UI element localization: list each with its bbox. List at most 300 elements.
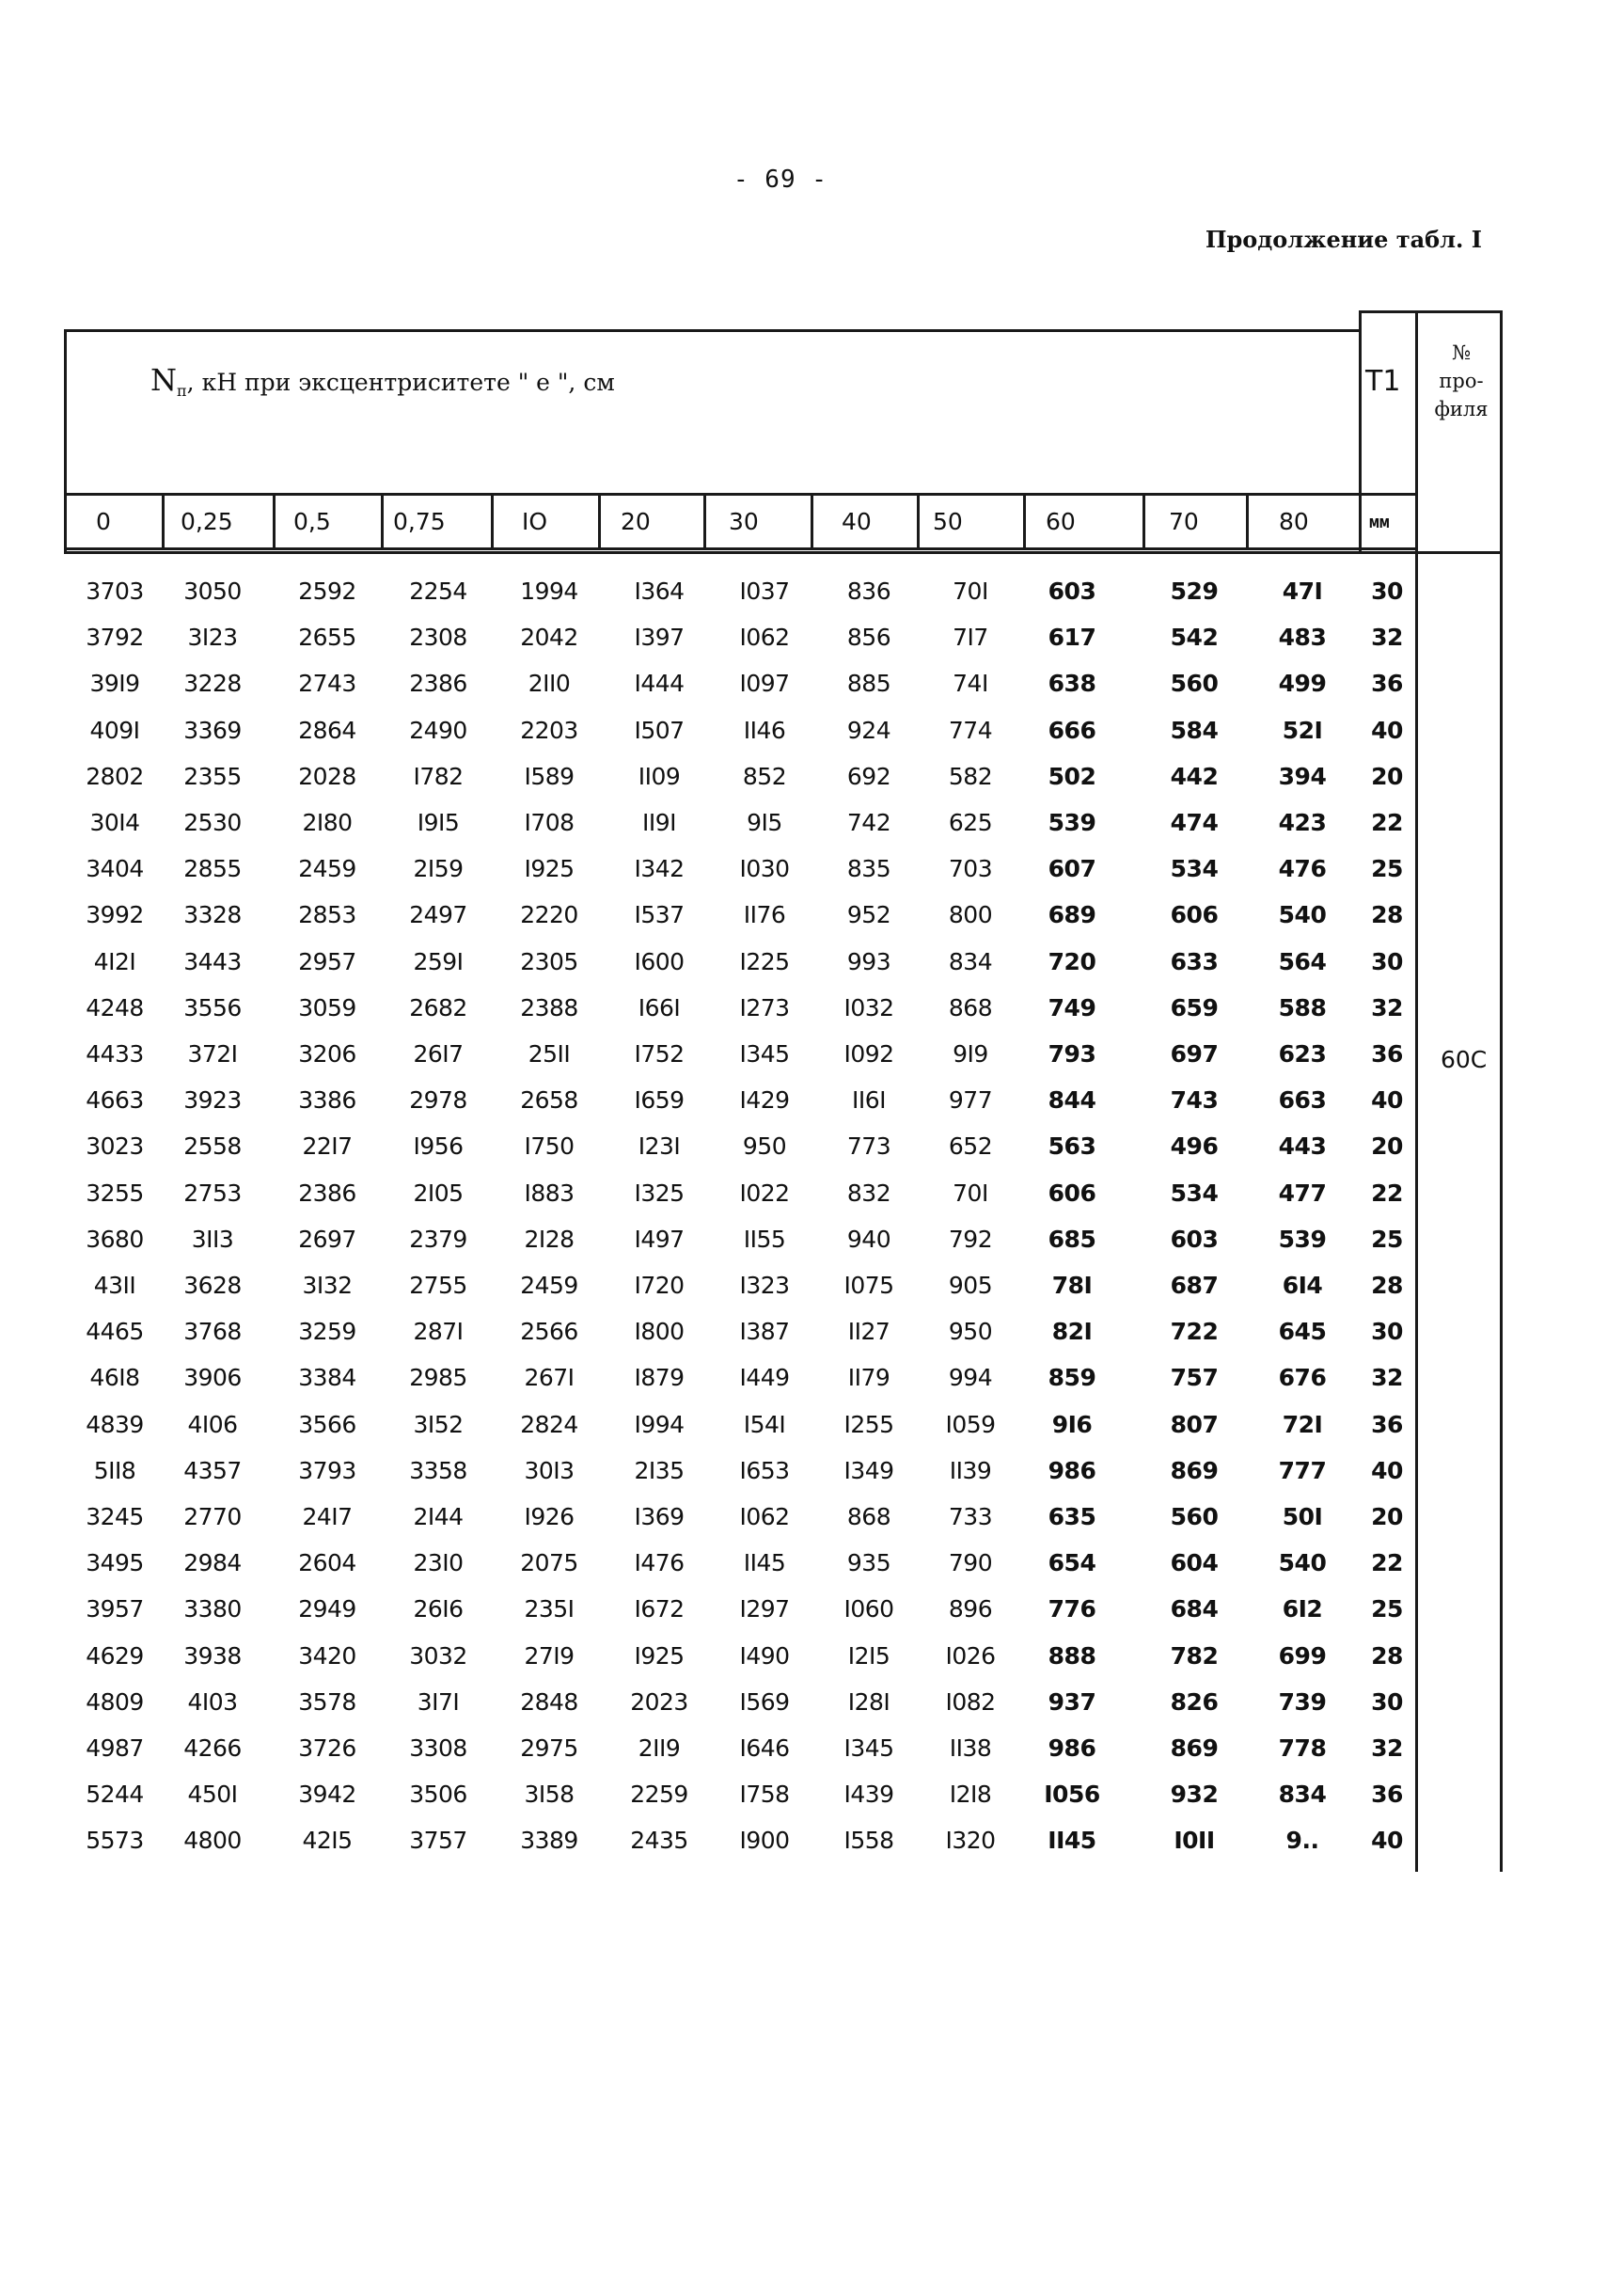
load-value-cell: 3380 bbox=[183, 1595, 242, 1623]
col-header-e: IO bbox=[522, 508, 548, 535]
load-value-cell: 534 bbox=[1170, 1179, 1219, 1207]
load-value-cell: 3703 bbox=[86, 578, 144, 605]
thickness-cell: 36 bbox=[1371, 1781, 1403, 1809]
thickness-cell: 28 bbox=[1371, 901, 1403, 929]
load-value-cell: 2028 bbox=[298, 762, 356, 790]
load-value-cell: 742 bbox=[846, 809, 891, 836]
load-value-cell: I364 bbox=[634, 578, 685, 605]
load-value-cell: I589 bbox=[524, 762, 575, 790]
load-value-cell: 3923 bbox=[183, 1086, 242, 1115]
thickness-cell: 40 bbox=[1371, 1456, 1403, 1484]
load-value-cell: I369 bbox=[634, 1503, 685, 1530]
t1-header: T1 bbox=[1365, 365, 1401, 398]
load-value-cell: II79 bbox=[847, 1364, 890, 1392]
load-value-cell: 2655 bbox=[298, 624, 356, 652]
load-value-cell: 2042 bbox=[520, 624, 578, 652]
load-value-cell: 3768 bbox=[183, 1318, 242, 1346]
load-value-cell: 2984 bbox=[183, 1549, 242, 1577]
load-value-cell: 582 bbox=[948, 762, 993, 790]
load-value-cell: 835 bbox=[846, 855, 891, 883]
load-value-cell: I449 bbox=[739, 1364, 790, 1392]
load-value-cell: I026 bbox=[945, 1641, 996, 1670]
load-value-cell: 773 bbox=[846, 1132, 891, 1161]
load-value-cell: I9I5 bbox=[417, 809, 460, 836]
load-value-cell: 2824 bbox=[520, 1410, 578, 1438]
load-value-cell: 4800 bbox=[183, 1827, 242, 1855]
load-value-cell: 3386 bbox=[298, 1086, 356, 1115]
page-number: - 69 - bbox=[733, 166, 827, 194]
load-value-cell: 834 bbox=[948, 947, 993, 975]
load-value-cell: I255 bbox=[843, 1410, 894, 1438]
load-value-cell: I323 bbox=[739, 1272, 790, 1299]
load-header-title bbox=[150, 362, 615, 400]
load-value-cell: 937 bbox=[1048, 1687, 1096, 1716]
load-value-cell: 2697 bbox=[298, 1225, 356, 1253]
load-value-cell: 27I9 bbox=[524, 1641, 575, 1670]
load-value-cell: 539 bbox=[1048, 809, 1096, 836]
load-value-cell: I345 bbox=[739, 1040, 790, 1068]
load-value-cell: I659 bbox=[634, 1086, 685, 1115]
load-value-cell: 372I bbox=[187, 1040, 238, 1068]
load-value-cell: 852 bbox=[742, 762, 787, 790]
load-value-cell: 7I7 bbox=[953, 624, 988, 652]
load-value-cell: 687 bbox=[1170, 1272, 1219, 1299]
load-value-cell: 807 bbox=[1170, 1410, 1219, 1438]
load-value-cell: 409I bbox=[89, 716, 140, 744]
load-value-cell: I092 bbox=[843, 1040, 894, 1068]
load-value-cell: 2I28 bbox=[524, 1225, 575, 1253]
load-value-cell: 474 bbox=[1170, 809, 1219, 836]
load-value-cell: I994 bbox=[634, 1410, 685, 1438]
load-value-cell: 993 bbox=[846, 947, 891, 975]
load-value-cell: 70I bbox=[953, 578, 988, 605]
load-value-cell: 689 bbox=[1048, 901, 1096, 929]
load-value-cell: 659 bbox=[1170, 993, 1219, 1021]
load-value-cell: 3I32 bbox=[302, 1272, 353, 1299]
load-value-cell: 4I03 bbox=[187, 1687, 238, 1716]
load-value-cell: I720 bbox=[634, 1272, 685, 1299]
load-value-cell: 692 bbox=[846, 762, 891, 790]
load-value-cell: II27 bbox=[847, 1318, 890, 1346]
load-value-cell: I600 bbox=[634, 947, 685, 975]
load-value-cell: 666 bbox=[1048, 716, 1096, 744]
load-value-cell: 496 bbox=[1170, 1132, 1219, 1161]
load-value-cell: 9.. bbox=[1285, 1827, 1319, 1855]
load-value-cell: 5II8 bbox=[93, 1456, 136, 1484]
load-value-cell: II76 bbox=[743, 901, 786, 929]
load-value-cell: 2203 bbox=[520, 716, 578, 744]
load-value-cell: 2023 bbox=[630, 1687, 688, 1716]
load-value-cell: I030 bbox=[739, 855, 790, 883]
thickness-cell: 25 bbox=[1371, 1595, 1403, 1623]
load-value-cell: I032 bbox=[843, 993, 894, 1021]
load-value-cell: 539 bbox=[1278, 1225, 1327, 1253]
thickness-cell: 36 bbox=[1371, 670, 1403, 698]
load-value-cell: I349 bbox=[843, 1456, 894, 1484]
load-value-cell: 3369 bbox=[183, 716, 242, 744]
load-value-cell: 869 bbox=[1170, 1734, 1219, 1762]
load-value-cell: 2I80 bbox=[302, 809, 353, 836]
load-value-cell: 3578 bbox=[298, 1687, 356, 1716]
load-value-cell: 3404 bbox=[86, 855, 144, 883]
load-value-cell: 2308 bbox=[409, 624, 467, 652]
load-value-cell: 442 bbox=[1170, 762, 1219, 790]
col-header-e: 50 bbox=[933, 508, 963, 535]
load-value-cell: 2459 bbox=[298, 855, 356, 883]
load-value-cell: 2386 bbox=[298, 1179, 356, 1207]
load-value-cell: I439 bbox=[843, 1781, 894, 1809]
load-value-cell: 905 bbox=[948, 1272, 993, 1299]
load-value-cell: 896 bbox=[948, 1595, 993, 1623]
load-value-cell: I060 bbox=[843, 1595, 894, 1623]
load-value-cell: 4663 bbox=[86, 1086, 144, 1115]
load-value-cell: I345 bbox=[843, 1734, 894, 1762]
load-value-cell: 749 bbox=[1048, 993, 1096, 1021]
load-value-cell: 3942 bbox=[298, 1781, 356, 1809]
load-value-cell: I429 bbox=[739, 1086, 790, 1115]
load-value-cell: 450I bbox=[187, 1781, 238, 1809]
load-value-cell: I507 bbox=[634, 716, 685, 744]
load-value-cell: I672 bbox=[634, 1595, 685, 1623]
thickness-cell: 30 bbox=[1371, 947, 1403, 975]
load-value-cell: 792 bbox=[948, 1225, 993, 1253]
load-value-cell: 5573 bbox=[86, 1827, 144, 1855]
load-value-cell: 2855 bbox=[183, 855, 242, 883]
load-value-cell: 30I4 bbox=[89, 809, 140, 836]
load-value-cell: 777 bbox=[1278, 1456, 1327, 1484]
load-value-cell: 950 bbox=[948, 1318, 993, 1346]
load-value-cell: 2853 bbox=[298, 901, 356, 929]
load-value-cell: 2II9 bbox=[638, 1734, 681, 1762]
col-header-e: 60 bbox=[1046, 508, 1076, 535]
load-value-cell: 986 bbox=[1048, 1456, 1096, 1484]
load-value-cell: 3957 bbox=[86, 1595, 144, 1623]
load-value-cell: I569 bbox=[739, 1687, 790, 1716]
load-value-cell: 3255 bbox=[86, 1179, 144, 1207]
load-value-cell: 757 bbox=[1170, 1364, 1219, 1392]
load-value-cell: 603 bbox=[1048, 578, 1096, 605]
load-value-cell: 26I6 bbox=[413, 1595, 464, 1623]
load-value-cell: 623 bbox=[1278, 1040, 1327, 1068]
load-value-cell: 30I3 bbox=[524, 1456, 575, 1484]
load-value-cell: 2975 bbox=[520, 1734, 578, 1762]
load-value-cell: I097 bbox=[739, 670, 790, 698]
load-value-cell: 3023 bbox=[86, 1132, 144, 1161]
load-value-cell: 776 bbox=[1048, 1595, 1096, 1623]
load-value-cell: 534 bbox=[1170, 855, 1219, 883]
load-value-cell: 652 bbox=[948, 1132, 993, 1161]
load-value-cell: 2435 bbox=[630, 1827, 688, 1855]
load-value-cell: I925 bbox=[524, 855, 575, 883]
load-value-cell: 3I58 bbox=[524, 1781, 575, 1809]
load-value-cell: I758 bbox=[739, 1781, 790, 1809]
load-value-cell: 699 bbox=[1278, 1641, 1327, 1670]
load-value-cell: 2957 bbox=[298, 947, 356, 975]
load-value-cell: 3556 bbox=[183, 993, 242, 1021]
load-value-cell: 606 bbox=[1170, 901, 1219, 929]
load-value-cell: 267I bbox=[524, 1364, 575, 1392]
load-value-cell: 935 bbox=[846, 1549, 891, 1577]
load-value-cell: 2379 bbox=[409, 1225, 467, 1253]
load-value-cell: 72I bbox=[1282, 1410, 1323, 1438]
thickness-cell: 20 bbox=[1371, 762, 1403, 790]
load-value-cell: I708 bbox=[524, 809, 575, 836]
load-value-cell: 26I7 bbox=[413, 1040, 464, 1068]
load-value-cell: I444 bbox=[634, 670, 685, 698]
load-value-cell: 3059 bbox=[298, 993, 356, 1021]
load-value-cell: I537 bbox=[634, 901, 685, 929]
load-value-cell: I490 bbox=[739, 1641, 790, 1670]
load-value-cell: 3757 bbox=[409, 1827, 467, 1855]
load-value-cell: 2497 bbox=[409, 901, 467, 929]
load-value-cell: 560 bbox=[1170, 1503, 1219, 1530]
load-value-cell: 2490 bbox=[409, 716, 467, 744]
load-value-cell: 645 bbox=[1278, 1318, 1327, 1346]
load-value-cell: 2386 bbox=[409, 670, 467, 698]
col-header-e: 80 bbox=[1279, 508, 1309, 535]
load-value-cell: 782 bbox=[1170, 1641, 1219, 1670]
load-value-cell: 70I bbox=[953, 1179, 988, 1207]
load-value-cell: 703 bbox=[948, 855, 993, 883]
load-value-cell: 394 bbox=[1278, 762, 1327, 790]
col-header-e: 40 bbox=[842, 508, 872, 535]
load-value-cell: 2978 bbox=[409, 1086, 467, 1115]
load-value-cell: 950 bbox=[742, 1132, 787, 1161]
load-value-cell: 3358 bbox=[409, 1456, 467, 1484]
load-value-cell: I646 bbox=[739, 1734, 790, 1762]
load-value-cell: I653 bbox=[739, 1456, 790, 1484]
load-value-cell: 2I44 bbox=[413, 1503, 464, 1530]
load-value-cell: 2864 bbox=[298, 716, 356, 744]
load-value-cell: 3050 bbox=[183, 578, 242, 605]
load-value-cell: 2753 bbox=[183, 1179, 242, 1207]
load-value-cell: 774 bbox=[948, 716, 993, 744]
load-value-cell: I54I bbox=[743, 1410, 786, 1438]
thickness-cell: 36 bbox=[1371, 1410, 1403, 1438]
load-value-cell: I800 bbox=[634, 1318, 685, 1346]
load-value-cell: I879 bbox=[634, 1364, 685, 1392]
load-value-cell: 2682 bbox=[409, 993, 467, 1021]
load-value-cell: 638 bbox=[1048, 670, 1096, 698]
load-value-cell: 633 bbox=[1170, 947, 1219, 975]
load-value-cell: II38 bbox=[949, 1734, 992, 1762]
load-value-cell: II45 bbox=[743, 1549, 786, 1577]
load-value-cell: 2220 bbox=[520, 901, 578, 929]
load-value-cell: I022 bbox=[739, 1179, 790, 1207]
load-value-cell: 778 bbox=[1278, 1734, 1327, 1762]
load-value-cell: I320 bbox=[945, 1827, 996, 1855]
load-value-cell: 733 bbox=[948, 1503, 993, 1530]
load-value-cell: 483 bbox=[1278, 624, 1327, 652]
load-value-cell: 2566 bbox=[520, 1318, 578, 1346]
load-value-cell: 3389 bbox=[520, 1827, 578, 1855]
load-value-cell: 9I9 bbox=[953, 1040, 988, 1068]
load-value-cell: 82I bbox=[1051, 1318, 1093, 1346]
load-value-cell: 994 bbox=[948, 1364, 993, 1392]
load-value-cell: 834 bbox=[1278, 1781, 1327, 1809]
thickness-cell: 25 bbox=[1371, 1225, 1403, 1253]
load-value-cell: 1994 bbox=[520, 578, 578, 605]
thickness-cell: 28 bbox=[1371, 1641, 1403, 1670]
load-value-cell: I062 bbox=[739, 1503, 790, 1530]
load-value-cell: 4629 bbox=[86, 1641, 144, 1670]
load-value-cell: 2530 bbox=[183, 809, 242, 836]
load-value-cell: 2558 bbox=[183, 1132, 242, 1161]
col-header-e: 0,5 bbox=[293, 508, 331, 535]
load-value-cell: 6I4 bbox=[1282, 1272, 1323, 1299]
load-value-cell: 2075 bbox=[520, 1549, 578, 1577]
load-value-cell: 3228 bbox=[183, 670, 242, 698]
load-value-cell: 3I7I bbox=[417, 1687, 460, 1716]
load-value-cell: 476 bbox=[1278, 855, 1327, 883]
load-value-cell: 986 bbox=[1048, 1734, 1096, 1762]
load-value-cell: I056 bbox=[1044, 1781, 1100, 1809]
load-value-cell: 3906 bbox=[183, 1364, 242, 1392]
load-value-cell: II46 bbox=[743, 716, 786, 744]
load-value-cell: 3793 bbox=[298, 1456, 356, 1484]
load-value-cell: 832 bbox=[846, 1179, 891, 1207]
load-value-cell: 22I7 bbox=[302, 1132, 353, 1161]
load-value-cell: 287I bbox=[413, 1318, 464, 1346]
load-value-cell: II45 bbox=[1048, 1827, 1096, 1855]
thickness-cell: 30 bbox=[1371, 1687, 1403, 1716]
load-value-cell: I66I bbox=[638, 993, 681, 1021]
load-value-cell: 3I23 bbox=[187, 624, 238, 652]
load-value-cell: I28I bbox=[847, 1687, 890, 1716]
load-value-cell: 4357 bbox=[183, 1456, 242, 1484]
load-value-cell: 3680 bbox=[86, 1225, 144, 1253]
load-value-cell: I956 bbox=[413, 1132, 464, 1161]
load-value-cell: 3206 bbox=[298, 1040, 356, 1068]
col-header-e: 70 bbox=[1169, 508, 1199, 535]
load-value-cell: 42I5 bbox=[302, 1827, 353, 1855]
load-value-cell: 5244 bbox=[86, 1781, 144, 1809]
load-value-cell: 654 bbox=[1048, 1549, 1096, 1577]
load-value-cell: I325 bbox=[634, 1179, 685, 1207]
table-continuation-label: Продолжение табл. I bbox=[1205, 226, 1482, 253]
load-value-cell: 3I52 bbox=[413, 1410, 464, 1438]
load-value-cell: 2592 bbox=[298, 578, 356, 605]
load-value-cell: I2I8 bbox=[949, 1781, 992, 1809]
load-value-cell: 617 bbox=[1048, 624, 1096, 652]
profile-value: 60C bbox=[1441, 1046, 1488, 1073]
thickness-unit-label: мм bbox=[1369, 513, 1390, 532]
thickness-cell: 28 bbox=[1371, 1272, 1403, 1299]
load-value-cell: II09 bbox=[638, 762, 681, 790]
load-value-cell: 604 bbox=[1170, 1549, 1219, 1577]
load-value-cell: I273 bbox=[739, 993, 790, 1021]
thickness-cell: 22 bbox=[1371, 809, 1403, 836]
load-value-cell: 4266 bbox=[183, 1734, 242, 1762]
load-value-cell: 47I bbox=[1282, 578, 1323, 605]
load-value-cell: 542 bbox=[1170, 624, 1219, 652]
load-value-cell: 52I bbox=[1282, 716, 1323, 744]
profile-header-line: № bbox=[1452, 341, 1471, 364]
load-value-cell: 259I bbox=[413, 947, 464, 975]
load-value-cell: 663 bbox=[1278, 1086, 1327, 1115]
load-value-cell: 423 bbox=[1278, 809, 1327, 836]
load-value-cell: 2770 bbox=[183, 1503, 242, 1530]
profile-header-line: филя bbox=[1434, 398, 1489, 420]
load-value-cell: 563 bbox=[1048, 1132, 1096, 1161]
thickness-cell: 22 bbox=[1371, 1549, 1403, 1577]
load-value-cell: I476 bbox=[634, 1549, 685, 1577]
load-value-cell: I082 bbox=[945, 1687, 996, 1716]
load-value-cell: 844 bbox=[1048, 1086, 1096, 1115]
load-value-cell: 793 bbox=[1048, 1040, 1096, 1068]
load-header-text: , кН при эксцентриситете " e ", см bbox=[186, 369, 615, 396]
load-value-cell: 9I6 bbox=[1051, 1410, 1093, 1438]
load-value-cell: 502 bbox=[1048, 762, 1096, 790]
load-value-cell: 800 bbox=[948, 901, 993, 929]
load-value-cell: 2II0 bbox=[528, 670, 571, 698]
load-value-cell: 722 bbox=[1170, 1318, 1219, 1346]
thickness-cell: 22 bbox=[1371, 1179, 1403, 1207]
load-value-cell: I2I5 bbox=[847, 1641, 890, 1670]
thickness-cell: 30 bbox=[1371, 578, 1403, 605]
load-value-cell: 2305 bbox=[520, 947, 578, 975]
load-value-cell: 977 bbox=[948, 1086, 993, 1115]
load-value-cell: 4839 bbox=[86, 1410, 144, 1438]
load-value-cell: I075 bbox=[843, 1272, 894, 1299]
load-value-cell: I925 bbox=[634, 1641, 685, 1670]
load-value-cell: 3308 bbox=[409, 1734, 467, 1762]
load-value-cell: 24I7 bbox=[302, 1503, 353, 1530]
load-value-cell: I387 bbox=[739, 1318, 790, 1346]
thickness-cell: 32 bbox=[1371, 1364, 1403, 1392]
load-value-cell: 603 bbox=[1170, 1225, 1219, 1253]
load-value-cell: 932 bbox=[1170, 1781, 1219, 1809]
load-value-cell: II6I bbox=[851, 1086, 887, 1115]
load-value-cell: 684 bbox=[1170, 1595, 1219, 1623]
load-symbol-subscript: п bbox=[177, 382, 187, 400]
load-value-cell: I342 bbox=[634, 855, 685, 883]
load-value-cell: 635 bbox=[1048, 1503, 1096, 1530]
load-value-cell: 2802 bbox=[86, 762, 144, 790]
load-value-cell: 25II bbox=[528, 1040, 571, 1068]
load-value-cell: 540 bbox=[1278, 901, 1327, 929]
load-value-cell: 3443 bbox=[183, 947, 242, 975]
load-value-cell: 790 bbox=[948, 1549, 993, 1577]
thickness-cell: 40 bbox=[1371, 1827, 1403, 1855]
load-value-cell: 477 bbox=[1278, 1179, 1327, 1207]
load-value-cell: 6I2 bbox=[1282, 1595, 1323, 1623]
load-value-cell: 868 bbox=[948, 993, 993, 1021]
load-value-cell: 2743 bbox=[298, 670, 356, 698]
load-value-cell: 826 bbox=[1170, 1687, 1219, 1716]
load-value-cell: 685 bbox=[1048, 1225, 1096, 1253]
thickness-cell: 32 bbox=[1371, 1734, 1403, 1762]
load-value-cell: I0II bbox=[1174, 1827, 1215, 1855]
load-value-cell: 885 bbox=[846, 670, 891, 698]
load-value-cell: 720 bbox=[1048, 947, 1096, 975]
load-value-cell: I900 bbox=[739, 1827, 790, 1855]
thickness-cell: 20 bbox=[1371, 1503, 1403, 1530]
load-value-cell: 888 bbox=[1048, 1641, 1096, 1670]
load-value-cell: 676 bbox=[1278, 1364, 1327, 1392]
col-header-e: 20 bbox=[621, 508, 651, 535]
load-value-cell: I926 bbox=[524, 1503, 575, 1530]
load-value-cell: 588 bbox=[1278, 993, 1327, 1021]
load-value-cell: 443 bbox=[1278, 1132, 1327, 1161]
load-value-cell: I883 bbox=[524, 1179, 575, 1207]
load-value-cell: 529 bbox=[1170, 578, 1219, 605]
load-value-cell: 3495 bbox=[86, 1549, 144, 1577]
load-value-cell: 2755 bbox=[409, 1272, 467, 1299]
load-symbol: N bbox=[150, 362, 177, 398]
load-value-cell: 952 bbox=[846, 901, 891, 929]
load-value-cell: 74I bbox=[953, 670, 988, 698]
